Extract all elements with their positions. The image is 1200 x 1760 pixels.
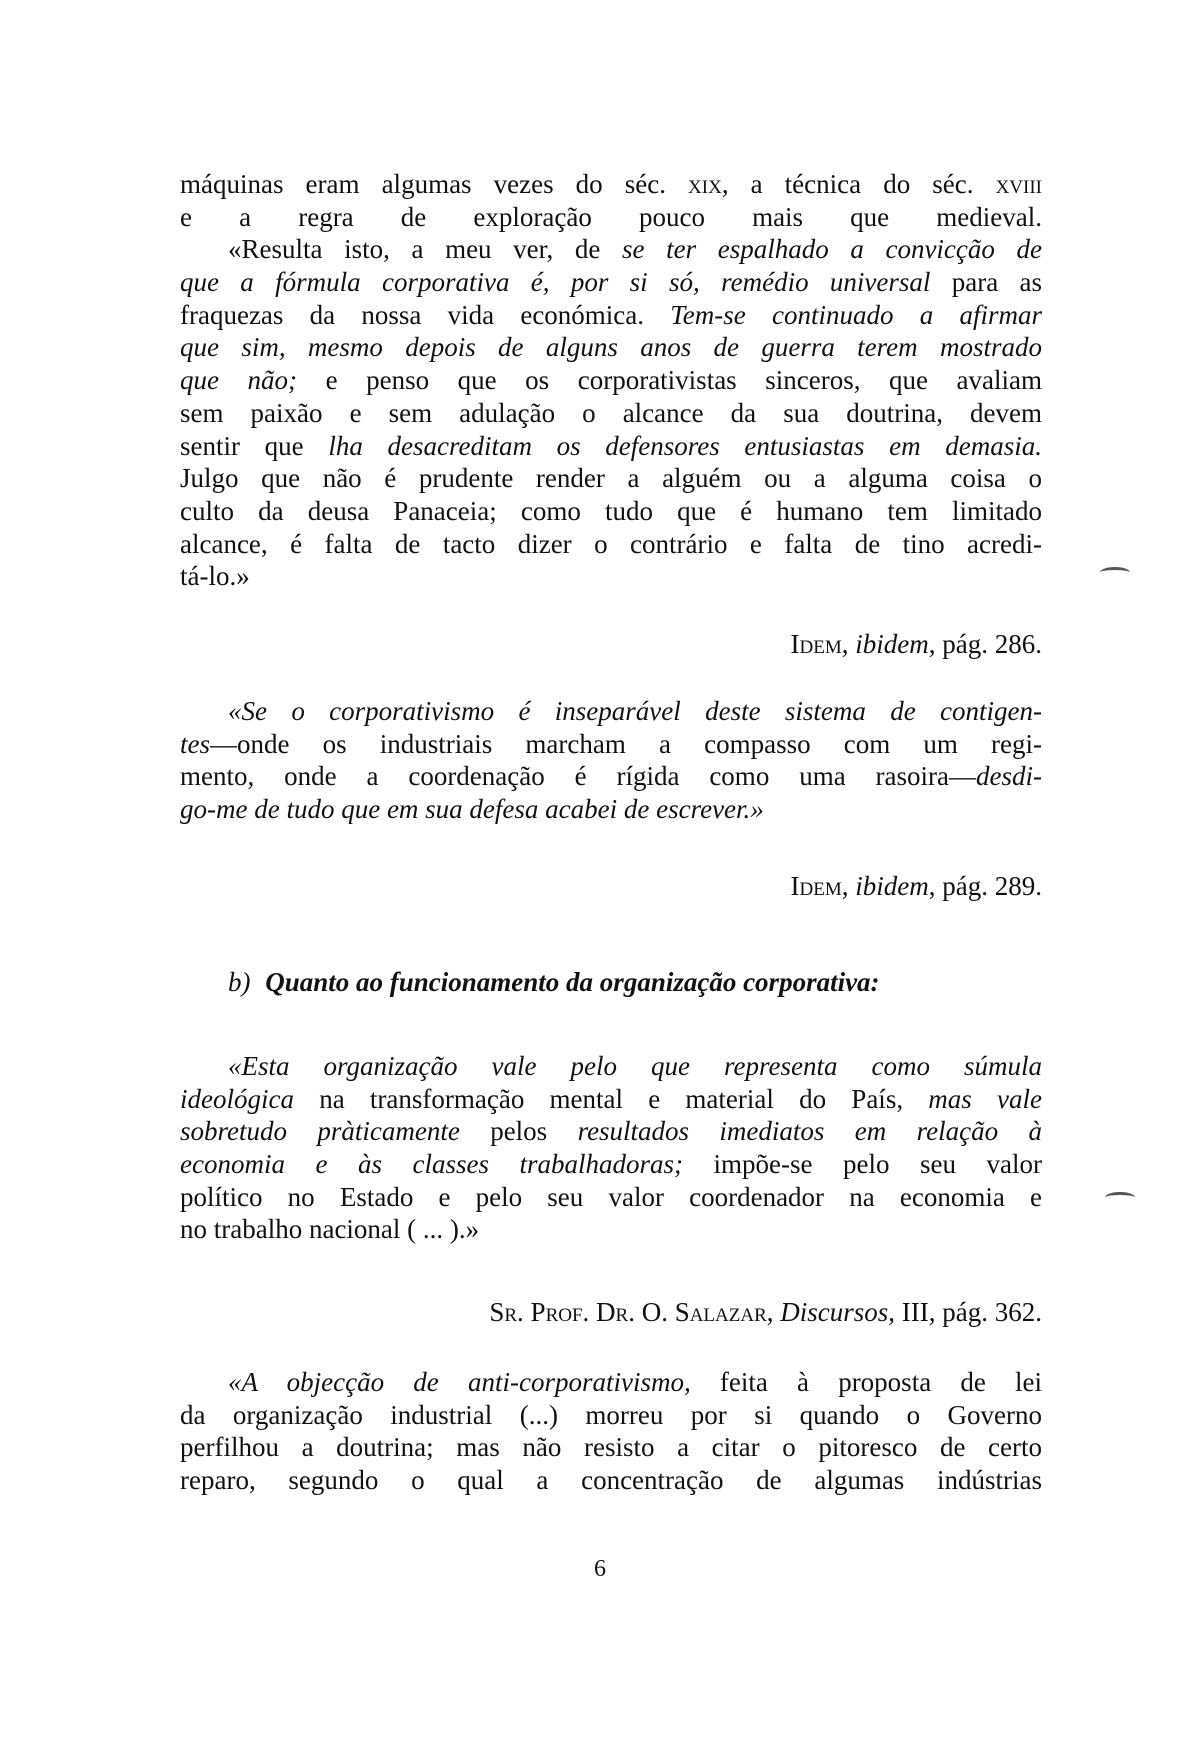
citation-2 [180,870,1042,903]
text-line [180,1181,1042,1214]
italic-text: lha desacreditam os defensores entusiastas em demasia. [328,430,1042,461]
text-run: alcance, é falta de tacto dizer o contrário e falta de tino acredi- [180,528,1042,559]
text-line [180,364,1042,397]
text-run: na transformação mental e material do País, [293,1083,929,1114]
text-run: «Resulta isto, a meu ver, de [228,234,623,265]
text-line [180,1083,1042,1116]
italic-text: Tem-se continuado a afirmar [670,299,1042,330]
text-line [180,728,1042,761]
text-line [180,793,1042,826]
italic-text: ideológica [180,1083,294,1114]
text-run: máquinas eram algumas vezes do séc. [180,169,689,199]
text-run: , [841,871,856,901]
text-run: fraquezas da nossa vida económica. [180,299,671,330]
text-run: Julgo que não é prudente render a alguém ou a alguma coisa o [180,463,1042,494]
text-line [180,1213,1042,1246]
text-run: perfilhou a doutrina; mas não resisto a citar o pitoresco de certo [180,1432,1042,1463]
italic-text: que não; [180,365,298,396]
paragraph-2 [180,695,1042,826]
text-run: , [841,629,856,659]
text-run: Sr. Prof. Dr. O. Salazar [489,1297,767,1327]
text-line [180,560,1042,593]
text-line [180,1366,1042,1399]
text-run: , pág. 289. [928,871,1042,901]
text-line [180,695,1042,728]
section-heading-title: Quanto ao funcionamento da organização corporativa: [265,967,880,997]
page-number: 6 [594,1556,606,1582]
paragraph-1 [180,168,1042,593]
italic-text: «A objecção de anti-corporativismo, [228,1367,691,1397]
text-run: político no Estado e pelo seu valor coordenador na economia e [180,1181,1042,1212]
text-line [180,397,1042,430]
text-line [180,760,1042,793]
text-line [180,331,1042,364]
text-run: , pág. 286. [928,629,1042,659]
italic-text: que a fórmula corporativa é, por si só, remédio universal [180,267,931,298]
section-heading-prefix: b) [228,967,251,997]
text-run: xviii [995,169,1042,199]
citation-1 [180,628,1042,661]
text-run: mento, onde a coordenação é rígida como uma rasoira— [180,761,977,792]
text-line [180,1115,1042,1148]
text-line [180,1464,1042,1497]
text-run: da organização industrial (...) morreu por si quando o Governo [180,1399,1042,1430]
text-run: e penso que os corporativistas sinceros, que avaliam [297,365,1042,396]
italic-text: se ter espalhado a convicção de [622,234,1042,265]
italic-text: resultados imediatos em relação à [577,1116,1042,1147]
italic-text: go-me de tudo que em sua defesa acabei de escrever.» [180,794,764,825]
italic-text: «Esta organização vale pelo que representa como súmula [228,1051,1042,1081]
italic-text: ibidem [855,629,929,659]
text-line [180,299,1042,332]
text-run: reparo, segundo o qual a concentração de algumas indústrias [180,1465,1042,1496]
text-run: III, pág. 362. [895,1297,1042,1327]
text-line [180,1148,1042,1181]
italic-text: sobretudo pràticamente [180,1116,460,1147]
text-line [180,430,1042,463]
text-run: pelos [459,1116,578,1147]
text-line [180,233,1042,266]
paragraph-3 [180,1050,1042,1246]
text-run: , a técnica do séc. [721,169,996,199]
italic-text: Discursos, [780,1297,896,1327]
italic-text: tes [180,728,210,759]
text-run: tá-lo.» [180,561,250,592]
text-run: sem paixão e sem adulação o alcance da sua doutrina, devem [180,397,1042,428]
text-line [180,495,1042,528]
text-run: para as [930,267,1042,298]
paragraph-4 [180,1366,1042,1497]
text-run: e a regra de exploração pouco mais que medieval. [180,201,1042,232]
text-run: xix [688,169,722,199]
text-line [180,1431,1042,1464]
scan-artifact [1100,567,1130,578]
text-line [180,201,1042,234]
text-run: impõe-se pelo seu valor [683,1149,1042,1180]
text-line [180,1399,1042,1432]
italic-text: que sim, mesmo depois de alguns anos de guerra terem mostrado [180,332,1042,363]
citation-3 [180,1296,1042,1329]
italic-text: mas vale [928,1083,1042,1114]
text-line [180,168,1042,201]
text-line [180,528,1042,561]
text-line [180,1050,1042,1083]
section-heading [180,966,1090,999]
text-run: sentir que [180,430,329,461]
italic-text: ibidem [855,871,929,901]
text-run: no trabalho nacional ( ... ).» [180,1214,480,1245]
text-line [180,462,1042,495]
italic-text: economia e às classes trabalhadoras; [180,1149,684,1180]
text-run: —onde os industriais marcham a compasso com um regi- [210,728,1042,759]
text-run: Idem [790,871,842,901]
scan-artifact [1105,1192,1135,1203]
text-run: Idem [790,629,842,659]
italic-text: desdi- [976,761,1042,792]
text-run: feita à proposta de lei [690,1367,1042,1397]
italic-text: «Se o corporativismo é inseparável deste sistema de contigen- [228,696,1042,726]
text-line [180,266,1042,299]
text-run: , [766,1297,781,1327]
text-run: culto da deusa Panaceia; como tudo que é humano tem limitado [180,495,1042,526]
